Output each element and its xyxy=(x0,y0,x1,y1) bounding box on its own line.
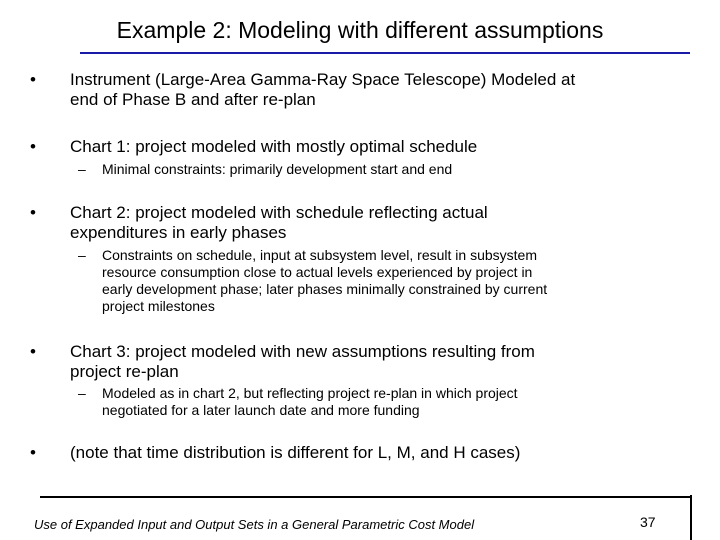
bullet-5-line-1: (note that time distribution is different for L, M, and H cases) xyxy=(70,443,521,462)
title-underline xyxy=(80,52,690,54)
sub-bullet-3-1-line-2: resource consumption close to actual levels experienced by project in xyxy=(102,264,533,280)
bullet-marker: • xyxy=(30,137,36,156)
sub-bullet-4-1-line-1: Modeled as in chart 2, but reflecting project re-plan in which project xyxy=(102,385,518,401)
bullet-4 xyxy=(70,342,670,382)
footer-divider xyxy=(40,496,691,498)
sub-bullet-marker: – xyxy=(78,385,86,401)
sub-bullet-2-1-line-1: Minimal constraints: primarily development start and end xyxy=(102,161,453,177)
sub-bullet-marker: – xyxy=(78,247,86,263)
bullet-marker: • xyxy=(30,342,36,361)
sub-bullet-3-1-line-1: Constraints on schedule, input at subsystem level, result in subsystem xyxy=(102,247,537,263)
bullet-3-line-2: expenditures in early phases xyxy=(70,223,287,242)
bullet-3-line-1: Chart 2: project modeled with schedule reflecting actual xyxy=(70,203,488,222)
bullet-3 xyxy=(70,203,670,243)
bullet-1-line-2: end of Phase B and after re-plan xyxy=(70,90,316,109)
bullet-marker: • xyxy=(30,70,36,89)
footer-caption: Use of Expanded Input and Output Sets in a General Parametric Cost Model xyxy=(34,517,475,532)
sub-bullet-4-1 xyxy=(102,385,672,419)
sub-bullet-3-1-line-3: early development phase; later phases minimally constrained by current xyxy=(102,281,548,297)
bullet-2-line-1: Chart 1: project modeled with mostly optimal schedule xyxy=(70,137,478,156)
footer-vertical-divider xyxy=(690,495,692,540)
bullet-1-line-1: Instrument (Large-Area Gamma-Ray Space Telescope) Modeled at xyxy=(70,70,576,89)
sub-bullet-marker: – xyxy=(78,161,86,177)
bullet-4-line-2: project re-plan xyxy=(70,362,179,381)
bullet-5 xyxy=(70,443,670,463)
bullet-marker: • xyxy=(30,203,36,222)
page-number: 37 xyxy=(640,514,656,530)
sub-bullet-3-1-line-4: project milestones xyxy=(102,298,215,314)
bullet-1 xyxy=(70,70,670,110)
sub-bullet-2-1 xyxy=(102,161,672,178)
sub-bullet-4-1-line-2: negotiated for a later launch date and more funding xyxy=(102,402,420,418)
slide-title: Example 2: Modeling with different assumptions xyxy=(116,17,604,43)
bullet-2 xyxy=(70,137,670,157)
bullet-marker: • xyxy=(30,443,36,462)
sub-bullet-3-1 xyxy=(102,247,672,315)
bullet-4-line-1: Chart 3: project modeled with new assumptions resulting from xyxy=(70,342,535,361)
